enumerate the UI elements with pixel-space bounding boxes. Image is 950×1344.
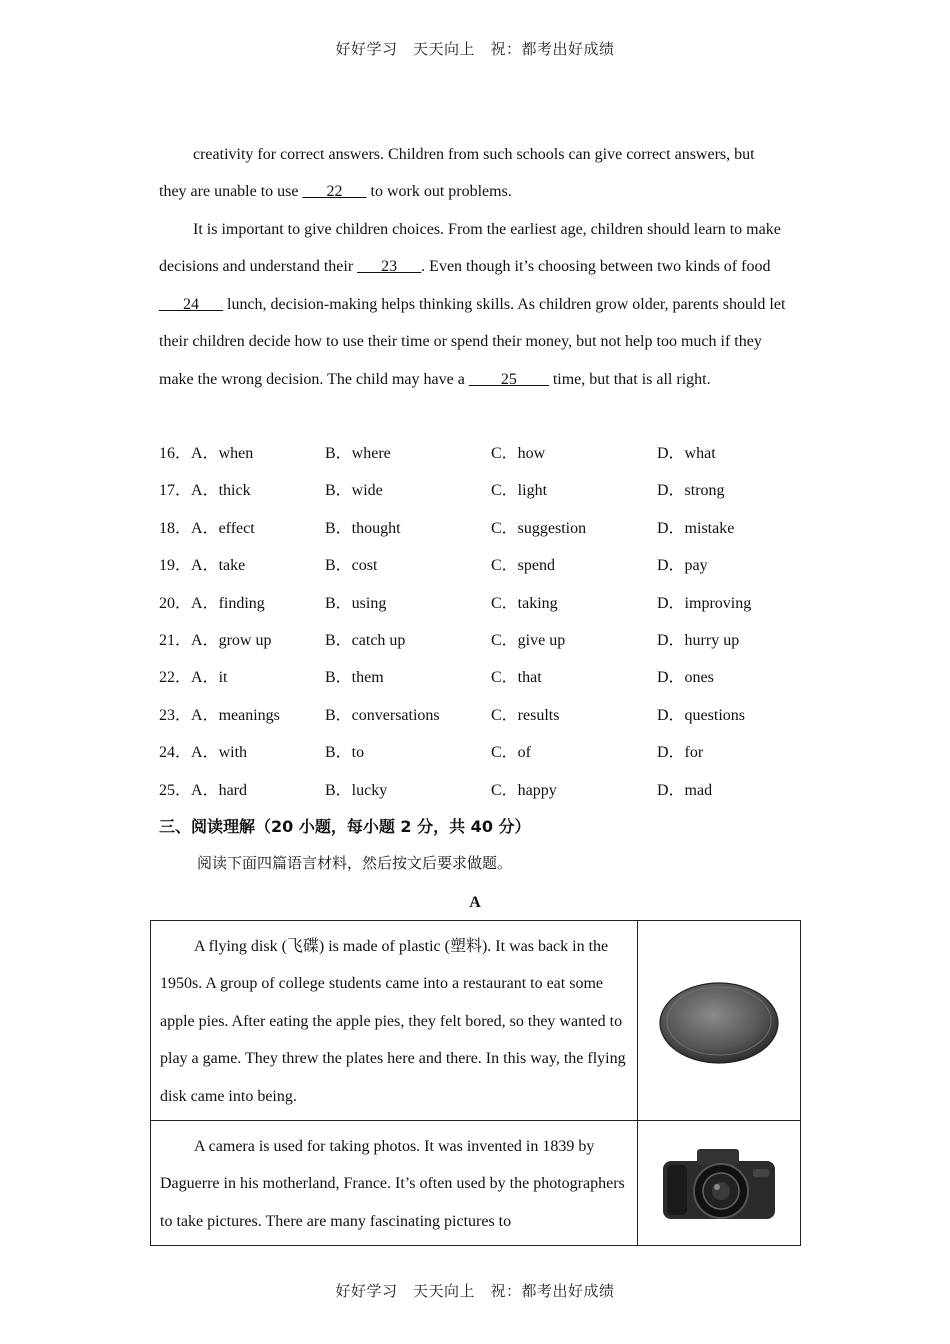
table-row [151, 921, 801, 1121]
question-22-option-d: D．ones [657, 669, 714, 687]
reading-table [150, 920, 801, 1246]
blank-23: ___23___ [357, 258, 422, 276]
question-25-option-a: 25．A．hard [159, 781, 248, 799]
question-16-option-a: 16．A．when [159, 445, 254, 462]
question-19-option-b: B．cost [325, 557, 378, 575]
question-25-option-c: C．happy [491, 781, 557, 799]
question-24-option-b: B．to [325, 744, 365, 762]
table-cell-text [151, 921, 638, 1121]
option-row-20 [159, 585, 799, 622]
passage-text: . Even though it’s choosing between two kinds of food [421, 258, 771, 276]
passage-text: to work out problems. [366, 183, 512, 201]
question-18-option-a: 18．A．effect [159, 519, 255, 537]
passage-text: It is important to give children choices. From the earliest age, children should learn to make decisions and understand their [159, 221, 781, 276]
question-23-option-c: C．results [491, 706, 560, 724]
question-16-option-b: B．where [325, 445, 391, 462]
question-21-option-d: D．hurry up [657, 631, 740, 649]
question-20-option-c: C．taking [491, 594, 558, 612]
page-footer: 好好学习 天天向上 祝：都考出好成绩 [335, 1282, 615, 1300]
blank-24: ___24___ [159, 295, 223, 313]
table-cell-image [638, 1121, 801, 1246]
question-25-option-d: D．mad [657, 781, 713, 799]
question-18-option-c: C．suggestion [491, 519, 587, 537]
passage-line: creativity for correct answers. Children from such schools can give correct answers, but [193, 146, 755, 163]
passage-text: lunch, decision-making helps thinking skills. As children grow older, parents should let their children decide how to use their time or spend their money, but not help too much if they make the wrong decision. The child may have a [159, 295, 786, 388]
question-17-option-b: B．wide [325, 482, 383, 500]
option-row-17 [159, 472, 799, 509]
question-24-option-d: D．for [657, 744, 704, 762]
camera-image [657, 1139, 781, 1227]
question-20-option-b: B．using [325, 594, 387, 612]
question-16-option-c: C．how [491, 445, 546, 462]
option-row-22 [159, 659, 799, 696]
passage-text: time, but that is all right. [548, 370, 711, 388]
question-20-option-d: D．improving [657, 594, 752, 612]
question-19-option-a: 19．A．take [159, 557, 246, 575]
option-row-25 [159, 772, 799, 809]
question-23-option-d: D．questions [657, 706, 746, 724]
passage-a-label: A [469, 894, 481, 911]
question-20-option-a: 20．A．finding [159, 594, 265, 612]
question-21-option-b: B．catch up [325, 631, 406, 649]
question-17-option-c: C．light [491, 482, 548, 500]
option-row-18 [159, 510, 799, 547]
section-3-title: 三、阅读理解（20 小题，每小题 2 分，共 40 分） [159, 817, 531, 836]
question-19-option-d: D．pay [657, 557, 708, 575]
question-21-option-c: C．give up [491, 631, 566, 649]
question-18-option-d: D．mistake [657, 519, 735, 537]
question-22-option-a: 22．A．it [159, 669, 228, 687]
question-18-option-b: B．thought [325, 519, 401, 537]
question-25-option-b: B．lucky [325, 781, 388, 799]
question-16-option-d: D．what [657, 445, 716, 462]
question-23-option-b: B．conversations [325, 706, 440, 724]
passage-paragraph-1 [159, 136, 799, 211]
question-23-option-a: 23．A．meanings [159, 706, 280, 724]
option-row-24 [159, 734, 799, 771]
question-24-option-a: 24．A．with [159, 744, 248, 762]
table-cell-image [638, 921, 801, 1121]
flying-disk-image [657, 976, 781, 1066]
question-24-option-c: C．of [491, 744, 532, 762]
passage-line [159, 173, 799, 210]
flying-disk-text: A flying disk (飞碟) is made of plastic (塑料). It was back in the 1950s. A group of college students came into a restaurant to eat some apple pies. After eating the apple pies, they felt bored, so they wanted to play a game. They threw the plates here and there. In this way, the flying disk came into being. [160, 938, 626, 1105]
page-header: 好好学习 天天向上 祝：都考出好成绩 [335, 40, 615, 58]
table-row [151, 1121, 801, 1246]
question-21-option-a: 21．A．grow up [159, 631, 272, 649]
passage-paragraph-2 [159, 211, 799, 398]
camera-text: A camera is used for taking photos. It was invented in 1839 by Daguerre in his motherland, France. It’s often used by the photographers to take pictures. There are many fascinating pictures to [160, 1138, 625, 1230]
option-row-16 [159, 435, 799, 472]
passage-text: they are unable to use [159, 183, 303, 201]
table-cell-text [151, 1121, 638, 1246]
question-22-option-c: C．that [491, 669, 542, 687]
blank-22: ___22___ [302, 183, 367, 201]
question-17-option-d: D．strong [657, 482, 725, 500]
option-row-19 [159, 547, 799, 584]
question-22-option-b: B．them [325, 669, 384, 687]
blank-25: ____25____ [468, 370, 549, 388]
question-17-option-a: 17．A．thick [159, 482, 251, 500]
option-row-21 [159, 622, 799, 659]
answer-options [159, 435, 799, 809]
option-row-23 [159, 697, 799, 734]
section-3-instruction: 阅读下面四篇语言材料，然后按文后要求做题。 [197, 854, 513, 872]
question-19-option-c: C．spend [491, 557, 556, 575]
